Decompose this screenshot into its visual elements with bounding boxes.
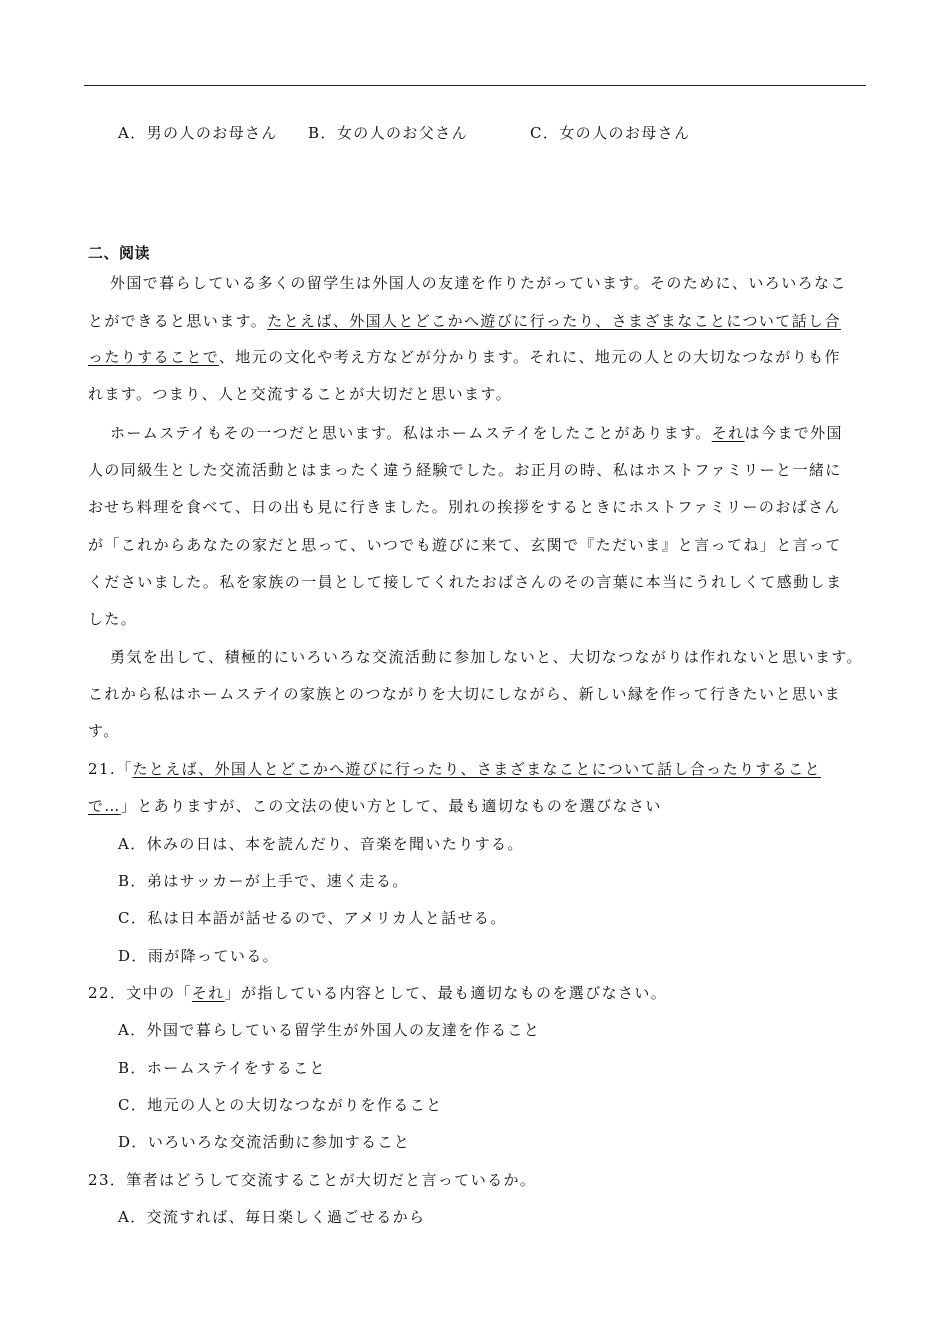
passage-p2-line2: 人の同級生とした交流活動とはまったく違う経験でした。お正月の時、私はホストファミリーと一緒に: [88, 461, 842, 479]
passage-p2-line4: が「これからあなたの家だと思って、いつでも遊びに来て、玄関で『ただいま』と言ってね」と言って: [88, 536, 842, 554]
q21-underlined-quote: で…: [88, 797, 121, 815]
prev-option-b: B．女の人のお父さん: [308, 124, 469, 142]
q21-option-d: D．雨が降っている。: [118, 947, 280, 965]
passage-p3-line3: す。: [88, 722, 120, 740]
q22-option-d: D．いろいろな交流活動に参加すること: [118, 1133, 411, 1151]
q21-number: 21.「: [88, 760, 133, 778]
passage-p1-line3: [88, 347, 841, 367]
q21-question-text: 」とありますが、この文法の使い方として、最も適切なものを選びなさい: [120, 797, 662, 815]
passage-p3-line1: 勇気を出して、積極的にいろいろな交流活動に参加しないと、大切なつながりは作れないと思います。: [110, 648, 863, 666]
passage-p3-line2: これから私はホームステイの家族とのつながりを大切にしながら、新しい縁を作って行きたいと思いま: [88, 685, 842, 703]
prev-option-c: C．女の人のお母さん: [530, 124, 691, 142]
underlined-phrase: ったりすることで: [88, 348, 219, 366]
q22-stem: [88, 983, 667, 1003]
q22-question-text: 」が指している内容として、最も適切なものを選びなさい。: [224, 984, 668, 1002]
passage-p2-line5: くださいました。私を家族の一員として接してくれたおばさんのその言葉に本当にうれしくて感動しま: [88, 573, 843, 591]
q21-option-a: A．休みの日は、本を読んだり、音楽を聞いたりする。: [118, 835, 524, 853]
q22-underlined-word: それ: [191, 984, 225, 1002]
passage-p2-line1: [110, 423, 843, 443]
q21-stem-line2: [88, 796, 662, 816]
header-rule: [84, 85, 866, 86]
underlined-word: それ: [711, 424, 745, 442]
passage-p1-line1: 外国で暮らしている多くの留学生は外国人の友達を作りたがっています。そのために、いろいろなこ: [110, 274, 847, 292]
q22-number: 22．文中の「: [88, 984, 192, 1002]
passage-p1-line4: れます。つまり、人と交流することが大切だと思います。: [88, 385, 513, 403]
q21-option-b: B．弟はサッカーが上手で、速く走る。: [118, 872, 409, 890]
q23-stem: 23．筆者はどうして交流することが大切だと言っているか。: [88, 1171, 537, 1189]
q21-underlined-quote: たとえば、外国人とどこかへ遊びに行ったり、さまざまなことについて話し合ったりすること: [132, 760, 821, 778]
q22-option-c: C．地元の人との大切なつながりを作ること: [118, 1096, 443, 1114]
passage-text: は今まで外国: [744, 424, 843, 442]
q21-option-c: C．私は日本語が話せるので、アメリカ人と話せる。: [118, 909, 507, 927]
passage-text: 、地元の文化や考え方などが分かります。それに、地元の人との大切なつながりも作: [218, 348, 841, 366]
q23-option-a: A．交流すれば、毎日楽しく過ごせるから: [118, 1208, 426, 1226]
q22-option-b: B．ホームステイをすること: [118, 1059, 326, 1077]
passage-p1-line2: [88, 311, 841, 331]
prev-option-a: A．男の人のお母さん: [118, 124, 278, 142]
passage-p2-line3: おせち料理を食べて、日の出も見に行きました。別れの挨拶をするときにホストファミリーのおばさん: [88, 498, 841, 516]
q21-stem-line1: [88, 759, 821, 779]
section-heading: 二、阅读: [88, 244, 151, 262]
passage-p2-line6: した。: [88, 610, 138, 628]
passage-text: ホームステイもその一つだと思います。私はホームステイをしたことがあります。: [110, 424, 712, 442]
q22-option-a: A．外国で暮らしている留学生が外国人の友達を作ること: [118, 1021, 541, 1039]
passage-text: とができると思います。: [88, 312, 268, 330]
underlined-phrase: たとえば、外国人とどこかへ遊びに行ったり、さまざまなことについて話し合: [267, 312, 841, 330]
